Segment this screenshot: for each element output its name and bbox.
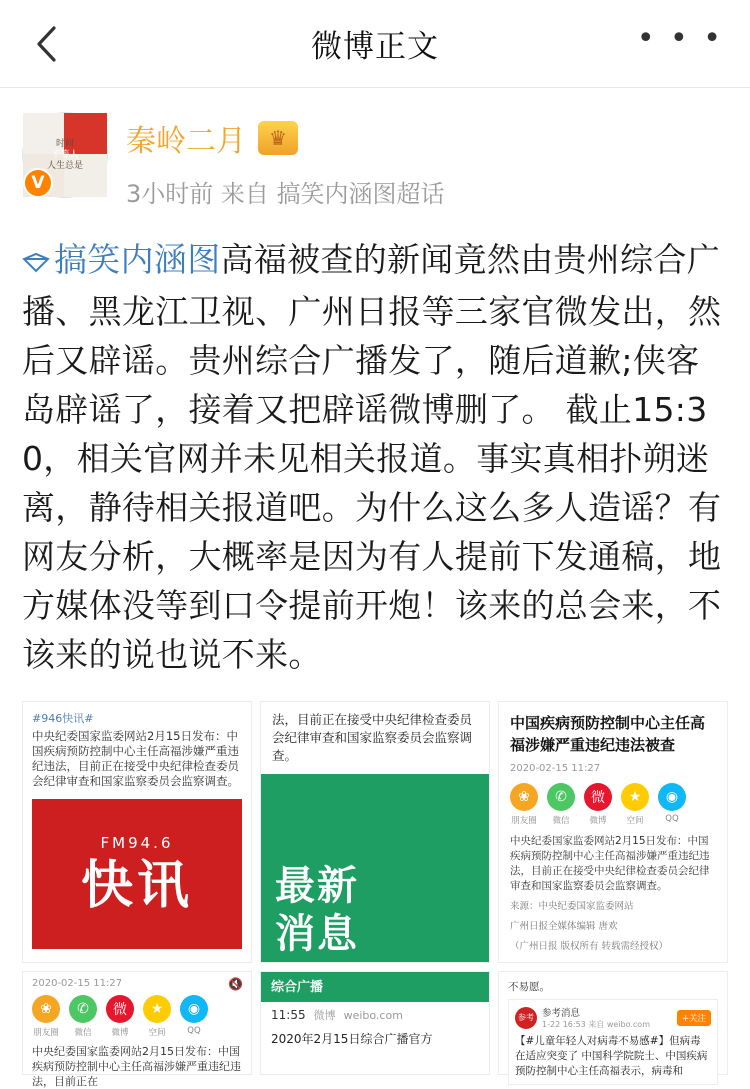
wechat-icon: ✆ bbox=[69, 995, 97, 1023]
qzone-label: 空间 bbox=[148, 1028, 166, 1038]
avatar-line-3: 人生总是 bbox=[46, 160, 83, 171]
qq-label: QQ bbox=[187, 1026, 201, 1036]
share-icon-weibo bbox=[584, 783, 612, 826]
ellipsis-icon[interactable]: • • • bbox=[636, 20, 724, 56]
image4-date: 2020-02-15 11:27 bbox=[32, 978, 123, 989]
post-topic-link[interactable] bbox=[22, 240, 221, 279]
share-icon-qzone bbox=[143, 995, 171, 1038]
image3-date: 2020-02-15 11:27 bbox=[510, 763, 601, 774]
topic-label: 搞笑内涵图 bbox=[54, 240, 221, 279]
image6-sub: 1-22 16:53 来自 weibo.com bbox=[542, 1020, 650, 1029]
post-container bbox=[0, 88, 750, 1088]
post-image-1[interactable] bbox=[22, 701, 252, 963]
post-image-6[interactable] bbox=[498, 971, 728, 1075]
qq-icon: ◉ bbox=[658, 783, 686, 811]
image5-meta bbox=[261, 1002, 489, 1023]
qq-icon: ◉ bbox=[180, 995, 208, 1023]
image5-text: 2020年2月15日综合广播官方 bbox=[271, 1032, 433, 1046]
moments-label: 朋友圈 bbox=[511, 816, 537, 826]
image6-source-name: 参考消息 bbox=[542, 1008, 581, 1019]
avatar-line-2: 不等人 bbox=[51, 149, 79, 160]
wechat-label: 微信 bbox=[74, 1028, 92, 1038]
share-icon-moments bbox=[32, 995, 60, 1038]
image1-head: 中央纪委国家监委网站2月15日发布：中国疾病预防控制中心主任高福涉嫌严重违纪违法，目前正在接受中央纪律检查委员会纪律审查和国家监察委员会监察调查。 bbox=[32, 729, 239, 788]
image3-share-icons bbox=[510, 783, 716, 826]
image6-card bbox=[508, 999, 718, 1085]
post-image-2[interactable] bbox=[260, 701, 490, 963]
post-time: 3小时前 bbox=[126, 180, 214, 208]
image1-tag: #946快讯# bbox=[32, 712, 94, 725]
post-content bbox=[22, 235, 728, 679]
post-meta bbox=[126, 174, 445, 209]
post-header bbox=[22, 88, 728, 209]
topic-diamond-icon bbox=[22, 238, 50, 287]
crown-icon: ♛ bbox=[258, 121, 298, 155]
post-source-prefix: 来自 bbox=[220, 180, 269, 208]
image4-text: 中央纪委国家监委网站2月15日发布：中国疾病预防控制中心主任高福涉嫌严重违纪违法，目前正在 bbox=[32, 1045, 241, 1088]
image6-text: 【#儿童年轻人对病毒不易感#】但病毒在适应突变了 中国科学院院士、中国疾病预防控制中心主任高福表示，病毒和 bbox=[515, 1035, 708, 1077]
image2-big-line-1: 最新 bbox=[275, 863, 359, 909]
image1-fm-label: FM94.6 bbox=[100, 834, 174, 852]
back-icon[interactable] bbox=[26, 24, 66, 64]
post-source[interactable]: 搞笑内涵图超话 bbox=[276, 180, 445, 208]
verified-badge-icon: V bbox=[23, 168, 53, 198]
image5-platform: 微博 bbox=[313, 1009, 336, 1022]
wechat-icon: ✆ bbox=[547, 783, 575, 811]
qzone-icon: ★ bbox=[621, 783, 649, 811]
avatar-line-1: 时间 bbox=[55, 138, 74, 149]
image6-note: 不易愿。 bbox=[508, 981, 550, 993]
share-icon-qzone bbox=[621, 783, 649, 826]
post-body-text: 高福被查的新闻竟然由贵州综合广播、黑龙江卫视、广州日报等三家官微发出，然后又辟谣。贵州综合广播发了，随后道歉;侠客岛辟谣了，接着又把辟谣微博删了。 截止15:30，相关官网并未见相关报道。事实真相扑朔迷离，静待相关报道吧。为什么这么多人造谣？有网友分析，大概率是因为有人提前下发通稿，地方媒体没等到口令提前开炮！该来的总会来，不该来的说也说不来。 bbox=[22, 240, 722, 674]
image5-time: 11:55 bbox=[271, 1008, 306, 1022]
image5-link: weibo.com bbox=[343, 1008, 403, 1022]
share-icon-moments bbox=[510, 783, 538, 826]
image4-share-icons bbox=[23, 989, 251, 1038]
image1-banner bbox=[32, 799, 242, 949]
image1-big-label: 快讯 bbox=[80, 856, 193, 916]
weibo-label: 微博 bbox=[111, 1028, 129, 1038]
weibo-icon: 微 bbox=[584, 783, 612, 811]
wechat-label: 微信 bbox=[552, 816, 570, 826]
post-author-info bbox=[126, 112, 445, 209]
image2-big-line-2: 消息 bbox=[275, 911, 359, 957]
share-icon-wechat bbox=[69, 995, 97, 1038]
author-name[interactable]: 秦岭二月 bbox=[126, 124, 246, 159]
speaker-mute-icon: 🔇 bbox=[228, 977, 243, 991]
post-image-4[interactable] bbox=[22, 971, 252, 1088]
follow-button[interactable]: +关注 bbox=[677, 1010, 711, 1026]
share-icon-qq bbox=[180, 995, 208, 1038]
image2-text: 法，目前正在接受中央纪律检查委员会纪律审查和国家监察委员会监察调查。 bbox=[272, 712, 473, 763]
moments-icon: ❀ bbox=[510, 783, 538, 811]
share-icon-wechat bbox=[547, 783, 575, 826]
reference-news-logo-icon: 参考 bbox=[515, 1007, 537, 1029]
image3-body: 中央纪委国家监委网站2月15日发布：中国疾病预防控制中心主任高福涉嫌严重违纪违法，目前正在接受中央纪律检查委员会纪律审查和国家监察委员会监察调查。 bbox=[510, 835, 710, 892]
avatar-wrap[interactable] bbox=[22, 112, 108, 198]
post-image-grid bbox=[22, 701, 728, 1088]
image5-badge: 综合广播 bbox=[271, 980, 324, 995]
share-icon-weibo bbox=[106, 995, 134, 1038]
image3-editor: 广州日报全媒体编辑 唐欢 bbox=[510, 921, 618, 932]
image6-card-head bbox=[515, 1005, 711, 1030]
moments-icon: ❀ bbox=[32, 995, 60, 1023]
author-name-row bbox=[126, 116, 445, 160]
weibo-label: 微博 bbox=[589, 816, 607, 826]
post-image-5[interactable] bbox=[260, 971, 490, 1075]
image2-banner bbox=[261, 774, 489, 962]
page-title: 微博正文 bbox=[311, 29, 439, 65]
share-icon-qq bbox=[658, 783, 686, 826]
qzone-label: 空间 bbox=[626, 816, 644, 826]
qq-label: QQ bbox=[665, 814, 679, 824]
moments-label: 朋友圈 bbox=[33, 1028, 59, 1038]
image3-copyright: （广州日报 版权所有 转载需经授权） bbox=[510, 941, 669, 952]
qzone-icon: ★ bbox=[143, 995, 171, 1023]
post-image-3[interactable] bbox=[498, 701, 728, 963]
image3-source: 来源：中央纪委国家监委网站 bbox=[510, 901, 634, 912]
image3-title: 中国疾病预防控制中心主任高福涉嫌严重违纪违法被查 bbox=[510, 714, 706, 754]
navigation-bar bbox=[0, 0, 750, 88]
weibo-icon: 微 bbox=[106, 995, 134, 1023]
